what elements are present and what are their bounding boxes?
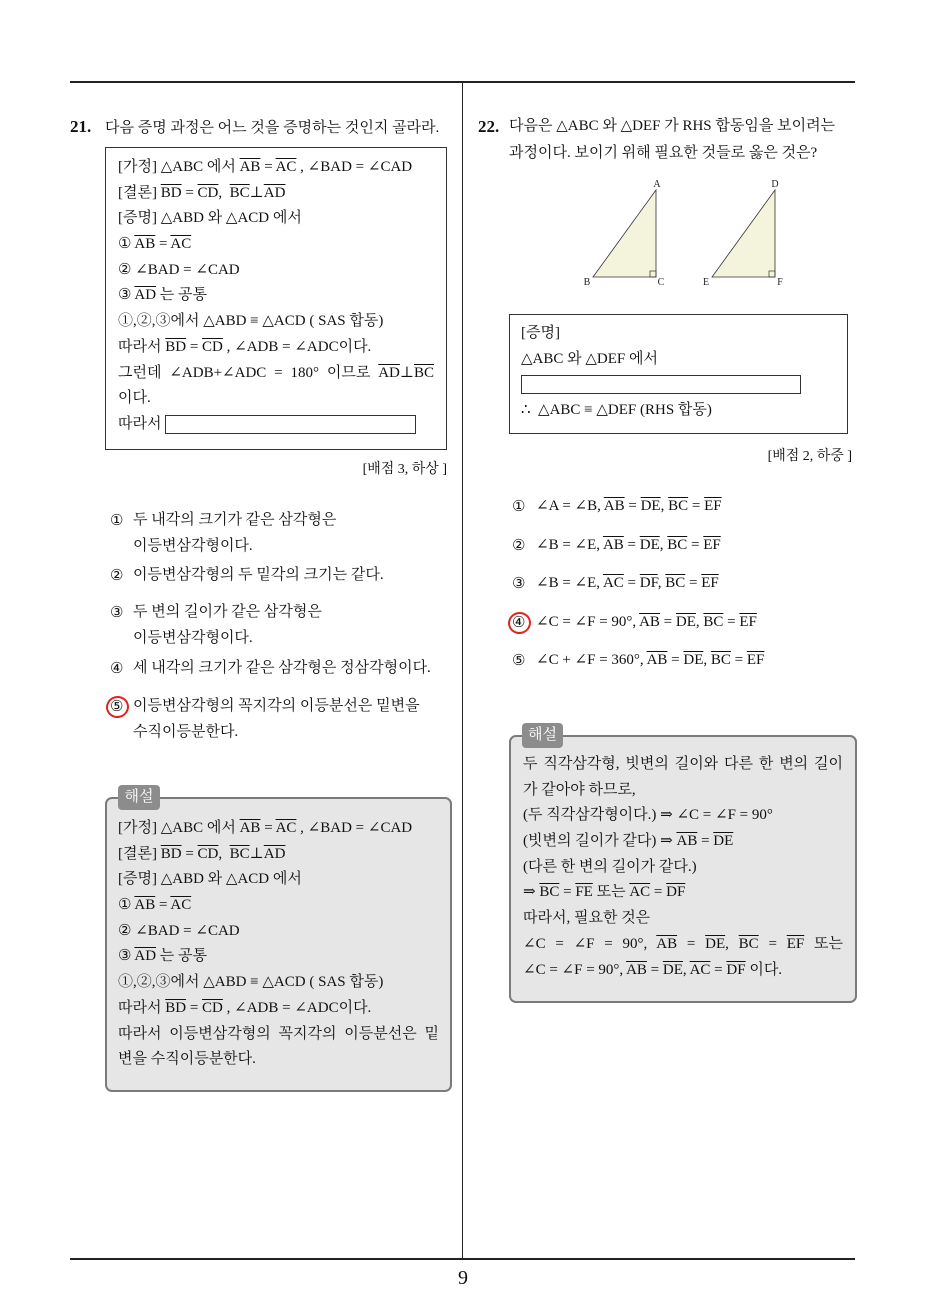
text-run: [가정] △ABC 에서 — [118, 159, 240, 175]
proof-lines — [118, 155, 434, 438]
text-line — [118, 970, 439, 996]
text-run: , ∠BAD = ∠CAD — [296, 159, 413, 175]
text-run: = — [685, 575, 702, 591]
triangle-abc — [593, 190, 656, 277]
vertex-label-a: A — [653, 179, 661, 190]
question-21-header — [70, 114, 439, 141]
text-run: [증명] — [521, 325, 560, 341]
segment-label: $\overline{DF}$ — [726, 961, 746, 978]
text-run: 따라서 — [118, 415, 166, 432]
segment-label: $\overline{BC}$ — [665, 575, 686, 591]
text-line — [133, 508, 336, 534]
text-line — [118, 155, 434, 181]
text-run: = — [723, 614, 740, 630]
text-line — [536, 571, 719, 597]
text-line — [523, 880, 843, 906]
option-number: ⑤ — [110, 697, 124, 715]
text-run: 또는 — [592, 884, 630, 901]
text-run: 따라서 이등변삼각형의 꼭지각의 이등분선은 밑 — [118, 1025, 439, 1042]
text-run: = — [181, 184, 198, 201]
segment-label: $\overline{AD}$ — [378, 364, 400, 381]
segment-label: $\overline{BC}$ — [667, 537, 688, 553]
text-run: ③ — [118, 287, 135, 304]
segment-label: $\overline{AB}$ — [646, 652, 668, 668]
text-line — [118, 181, 434, 207]
segment-label: $\overline{AD}$ — [134, 948, 157, 965]
triangle-def — [712, 190, 775, 277]
text-run: ∠A = ∠B, — [536, 498, 604, 514]
text-line — [118, 944, 439, 970]
question-22-header — [478, 114, 499, 141]
option-number: ② — [110, 566, 124, 584]
proof-lines — [521, 321, 836, 424]
text-run: , ∠ADB = ∠ADC이다. — [222, 338, 372, 355]
text-run: ∠B = ∠E, — [536, 537, 603, 553]
segment-label: $\overline{BD}$ — [160, 845, 182, 862]
text-run: [증명] △ABD 와 △ACD 에서 — [118, 871, 302, 888]
bottom-rule — [70, 1258, 855, 1260]
text-run: ∠C = ∠F = 90°, — [523, 935, 657, 952]
segment-label: $\overline{BC}$ — [539, 884, 560, 901]
vertex-label-f: F — [777, 277, 783, 288]
text-run: ① — [118, 236, 135, 253]
text-run: 는 공통 — [156, 948, 208, 965]
segment-label: $\overline{FE}$ — [575, 884, 593, 901]
segment-label: $\overline{CD}$ — [202, 338, 223, 355]
segment-label: $\overline{AC}$ — [629, 884, 651, 901]
segment-label: $\overline{DE}$ — [683, 652, 704, 668]
text-run: ⇒ — [523, 884, 540, 901]
option-text — [536, 610, 757, 636]
text-line — [118, 361, 434, 387]
segment-label: $\overline{EF}$ — [746, 652, 765, 668]
text-run: 변을 수직이등분한다. — [118, 1051, 256, 1068]
text-run: ∠C = ∠F = 90°, — [523, 961, 627, 978]
text-run: , ∠BAD = ∠CAD — [296, 820, 413, 836]
text-run: (빗변의 길이가 같다) ⇒ — [523, 833, 677, 850]
text-run: , — [657, 575, 666, 591]
text-run: = — [624, 498, 641, 514]
text-run: = — [667, 652, 684, 668]
vertex-label-d: D — [771, 179, 779, 190]
text-line — [118, 232, 434, 258]
option-text — [536, 533, 721, 559]
text-run: ⊥ — [399, 364, 414, 381]
column-divider — [462, 82, 463, 1259]
text-run: , — [660, 498, 669, 514]
text-line — [118, 816, 439, 842]
text-line — [521, 347, 836, 373]
text-line — [118, 893, 439, 919]
option-text — [536, 648, 764, 674]
explanation-lines — [523, 752, 843, 983]
text-run: 이다. — [745, 961, 783, 978]
text-line — [133, 720, 420, 746]
option-text — [536, 494, 722, 520]
segment-label: $\overline{BC}$ — [229, 845, 250, 862]
text-line — [118, 996, 439, 1022]
segment-label: $\overline{EF}$ — [703, 537, 721, 553]
segment-label: $\overline{EF}$ — [786, 935, 805, 952]
text-run: = — [677, 935, 706, 952]
option-text — [133, 656, 431, 682]
text-line — [521, 372, 836, 398]
segment-label: $\overline{AB}$ — [626, 961, 647, 978]
text-run: 두 직각삼각형, 빗변의 길이와 다른 한 변의 길이 — [523, 756, 843, 772]
text-run: , — [682, 961, 690, 978]
vertex-label-e: E — [702, 277, 710, 288]
segment-label: $\overline{AB}$ — [639, 614, 660, 630]
red-answer-circle — [104, 694, 131, 720]
text-line — [521, 321, 836, 347]
text-run: △ABC 와 △DEF 에서 — [521, 350, 658, 367]
vertex-label-c: C — [657, 277, 665, 288]
text-run: [결론] — [118, 845, 161, 862]
segment-label: $\overline{AD}$ — [263, 845, 286, 862]
text-line — [118, 335, 434, 361]
text-line — [523, 958, 843, 984]
segment-label: $\overline{BC}$ — [738, 935, 759, 952]
segment-label: $\overline{DE}$ — [639, 537, 660, 553]
segment-label: $\overline{DE}$ — [662, 961, 683, 978]
vertex-label-b: B — [583, 277, 591, 288]
segment-label: $\overline{AB}$ — [602, 537, 624, 553]
text-run: = — [186, 999, 203, 1016]
segment-label: $\overline{DF}$ — [666, 884, 686, 901]
text-line — [536, 533, 721, 559]
text-run: 이등변삼각형이다. — [133, 629, 253, 646]
segment-label: $\overline{EF}$ — [704, 498, 722, 514]
page-number: 9 — [458, 1267, 468, 1289]
option-number: ④ — [512, 613, 526, 631]
question-text-line: 다음은 △ABC 와 △DEF 가 RHS 합동임을 보이려는 — [509, 118, 836, 134]
text-run: ② ∠BAD = ∠CAD — [118, 922, 240, 939]
text-line — [521, 398, 836, 424]
red-answer-circle — [506, 610, 533, 636]
top-rule — [70, 81, 855, 83]
text-line — [133, 694, 420, 720]
text-run: , — [218, 184, 230, 201]
text-run: ∠C = ∠F = 90°, — [536, 614, 640, 630]
segment-label: $\overline{BC}$ — [703, 614, 724, 630]
text-run: = — [559, 884, 576, 901]
text-run: ⊥ — [249, 845, 264, 862]
text-run: ∠B = ∠E, — [536, 575, 603, 591]
text-line — [133, 563, 384, 589]
text-run: = — [650, 884, 667, 901]
question-number: 22. — [478, 117, 500, 136]
segment-label: $\overline{AD}$ — [263, 184, 286, 201]
segment-label: $\overline{AB}$ — [134, 236, 156, 253]
question-22-explanation-box — [509, 735, 857, 1003]
text-run: [가정] △ABC 에서 — [118, 820, 240, 836]
text-run: 따라서, 필요한 것은 — [523, 910, 651, 927]
answer-blank-box — [521, 375, 801, 394]
text-line — [536, 648, 764, 674]
question-21-explanation-box — [105, 797, 452, 1092]
question-number: 21. — [70, 117, 92, 136]
option-number: ③ — [512, 574, 526, 592]
text-run: = — [260, 159, 276, 175]
option-number: ⑤ — [512, 651, 526, 669]
segment-label: $\overline{CD}$ — [197, 184, 219, 201]
text-line — [523, 906, 843, 932]
text-run: ∴ △ABC ≡ △DEF (RHS 합동) — [521, 402, 712, 419]
question-21-score: [배점 3, 하상 ] — [362, 462, 447, 477]
text-line — [118, 258, 434, 284]
text-line — [523, 803, 843, 829]
text-run: = — [181, 845, 198, 862]
text-run: = — [688, 498, 705, 514]
question-22-score: [배점 2, 하중 ] — [767, 449, 852, 464]
text-line — [118, 412, 434, 438]
text-run: = — [623, 575, 640, 591]
text-run: 두 내각의 크기가 같은 삼각형은 — [133, 512, 337, 528]
text-run: = — [758, 935, 787, 952]
question-text-line: 과정이다. 보이기 위해 필요한 것들로 옳은 것은? — [509, 145, 818, 161]
segment-label: $\overline{DE}$ — [675, 614, 696, 630]
segment-label: $\overline{BD}$ — [165, 338, 187, 355]
text-line — [118, 919, 439, 945]
segment-label: $\overline{AC}$ — [689, 961, 711, 978]
option-text — [133, 600, 322, 651]
segment-label: $\overline{BD}$ — [165, 999, 187, 1016]
text-run: = — [186, 338, 203, 355]
text-run: [증명] △ABD 와 △ACD 에서 — [118, 210, 302, 227]
text-run: = — [659, 614, 676, 630]
text-line — [133, 534, 336, 560]
text-run: 이등변삼각형의 꼭지각의 이등분선은 밑변을 — [133, 698, 420, 714]
text-run: = — [710, 961, 727, 978]
question-text: 다음 증명 과정은 어느 것을 증명하는 것인지 골라라. — [105, 120, 440, 136]
option-text — [133, 508, 336, 559]
segment-label: $\overline{AC}$ — [170, 897, 192, 914]
text-run: = — [155, 897, 171, 914]
option-number: ④ — [110, 659, 124, 677]
option-text — [536, 571, 719, 597]
text-line — [523, 778, 843, 804]
question-22-proof-box — [509, 314, 848, 434]
text-run: 이등변삼각형의 두 밑각의 크기는 같다. — [133, 567, 384, 583]
segment-label: $\overline{DE}$ — [640, 498, 661, 514]
text-run: = — [730, 652, 747, 668]
segment-label: $\overline{AB}$ — [239, 159, 261, 175]
segment-label: $\overline{AB}$ — [656, 935, 678, 952]
segment-label: $\overline{AC}$ — [275, 159, 297, 175]
text-run: [결론] — [118, 184, 161, 201]
text-run: ① — [118, 897, 135, 914]
segment-label: $\overline{CD}$ — [202, 999, 223, 1016]
segment-label: $\overline{EF}$ — [739, 614, 757, 630]
segment-label: $\overline{AB}$ — [239, 820, 261, 836]
text-run: , ∠ADB = ∠ADC이다. — [222, 999, 372, 1016]
segment-label: $\overline{CD}$ — [197, 845, 219, 862]
segment-label: $\overline{BC}$ — [413, 364, 434, 381]
text-line — [536, 494, 722, 520]
text-line — [118, 842, 439, 868]
explanation-lines — [118, 816, 439, 1073]
text-run: = — [260, 820, 276, 836]
option-text — [133, 694, 420, 745]
text-line — [133, 626, 322, 652]
segment-label: $\overline{BC}$ — [668, 498, 689, 514]
text-run: 따라서 — [118, 999, 166, 1016]
text-run: = — [623, 537, 640, 553]
option-number: ③ — [110, 603, 124, 621]
text-line — [133, 656, 431, 682]
segment-label: $\overline{DF}$ — [639, 575, 658, 591]
text-run: ② ∠BAD = ∠CAD — [118, 261, 240, 278]
text-run: , — [703, 652, 711, 668]
text-run: , — [218, 845, 230, 862]
text-run: ∠C + ∠F = 360°, — [536, 652, 647, 668]
segment-label: $\overline{EF}$ — [701, 575, 719, 591]
text-run: 그런데 ∠ADB+∠ADC = 180° 이므로 — [118, 364, 379, 381]
text-run: 또는 — [804, 935, 843, 952]
text-line — [118, 867, 439, 893]
text-line — [118, 1047, 439, 1073]
text-run: ①,②,③에서 △ABD ≡ △ACD ( SAS 합동) — [118, 313, 384, 330]
text-line — [118, 283, 434, 309]
option-text — [133, 563, 384, 589]
text-line — [118, 1022, 439, 1048]
segment-label: $\overline{AC}$ — [602, 575, 624, 591]
text-line — [536, 610, 757, 636]
text-run: 세 내각의 크기가 같은 삼각형은 정삼각형이다. — [133, 660, 431, 676]
option-number: ② — [512, 536, 526, 554]
text-run: , — [725, 935, 739, 952]
text-run: = — [687, 537, 704, 553]
option-number: ① — [512, 497, 526, 515]
text-run: ①,②,③에서 △ABD ≡ △ACD ( SAS 합동) — [118, 974, 384, 991]
right-triangles-figure — [575, 175, 795, 290]
text-run: = — [646, 961, 663, 978]
text-run: 는 공통 — [156, 287, 208, 304]
segment-label: $\overline{BD}$ — [160, 184, 182, 201]
text-run: = — [155, 236, 171, 253]
text-run: , — [695, 614, 704, 630]
option-number: ① — [110, 511, 124, 529]
text-run: 두 변의 길이가 같은 삼각형은 — [133, 604, 322, 620]
text-run: = — [697, 833, 714, 850]
segment-label: $\overline{BC}$ — [710, 652, 731, 668]
segment-label: $\overline{DE}$ — [705, 935, 726, 952]
question-21-proof-box — [105, 147, 447, 450]
text-line — [523, 855, 843, 881]
segment-label: $\overline{AB}$ — [134, 897, 156, 914]
text-line — [133, 600, 322, 626]
text-line — [523, 829, 843, 855]
segment-label: $\overline{AC}$ — [170, 236, 192, 253]
segment-label: $\overline{AC}$ — [275, 820, 297, 836]
explanation-tag: 해설 — [522, 723, 563, 748]
segment-label: $\overline{AB}$ — [603, 498, 625, 514]
segment-label: $\overline{AD}$ — [134, 287, 157, 304]
text-run: 이다. — [118, 390, 151, 407]
segment-label: $\overline{AB}$ — [676, 833, 698, 850]
text-line — [523, 932, 843, 958]
text-run: 수직이등분한다. — [133, 723, 239, 740]
text-line — [523, 752, 843, 778]
text-line — [118, 309, 434, 335]
explanation-tag: 해설 — [118, 785, 160, 810]
answer-blank-box — [165, 415, 416, 434]
segment-label: $\overline{BC}$ — [229, 184, 250, 201]
text-run: 이등변삼각형이다. — [133, 537, 253, 554]
text-run: 따라서 — [118, 338, 166, 355]
text-run: (다른 한 변의 길이가 같다.) — [523, 858, 697, 875]
text-run: (두 직각삼각형이다.) ⇒ ∠C = ∠F = 90° — [523, 807, 773, 824]
text-run: ③ — [118, 948, 135, 965]
question-22-text — [509, 113, 835, 167]
text-run: ⊥ — [249, 184, 264, 201]
text-run: , — [659, 537, 668, 553]
text-run: 가 같아야 하므로, — [523, 781, 636, 798]
text-line — [118, 206, 434, 232]
segment-label: $\overline{DE}$ — [713, 833, 734, 850]
text-line — [118, 386, 434, 412]
